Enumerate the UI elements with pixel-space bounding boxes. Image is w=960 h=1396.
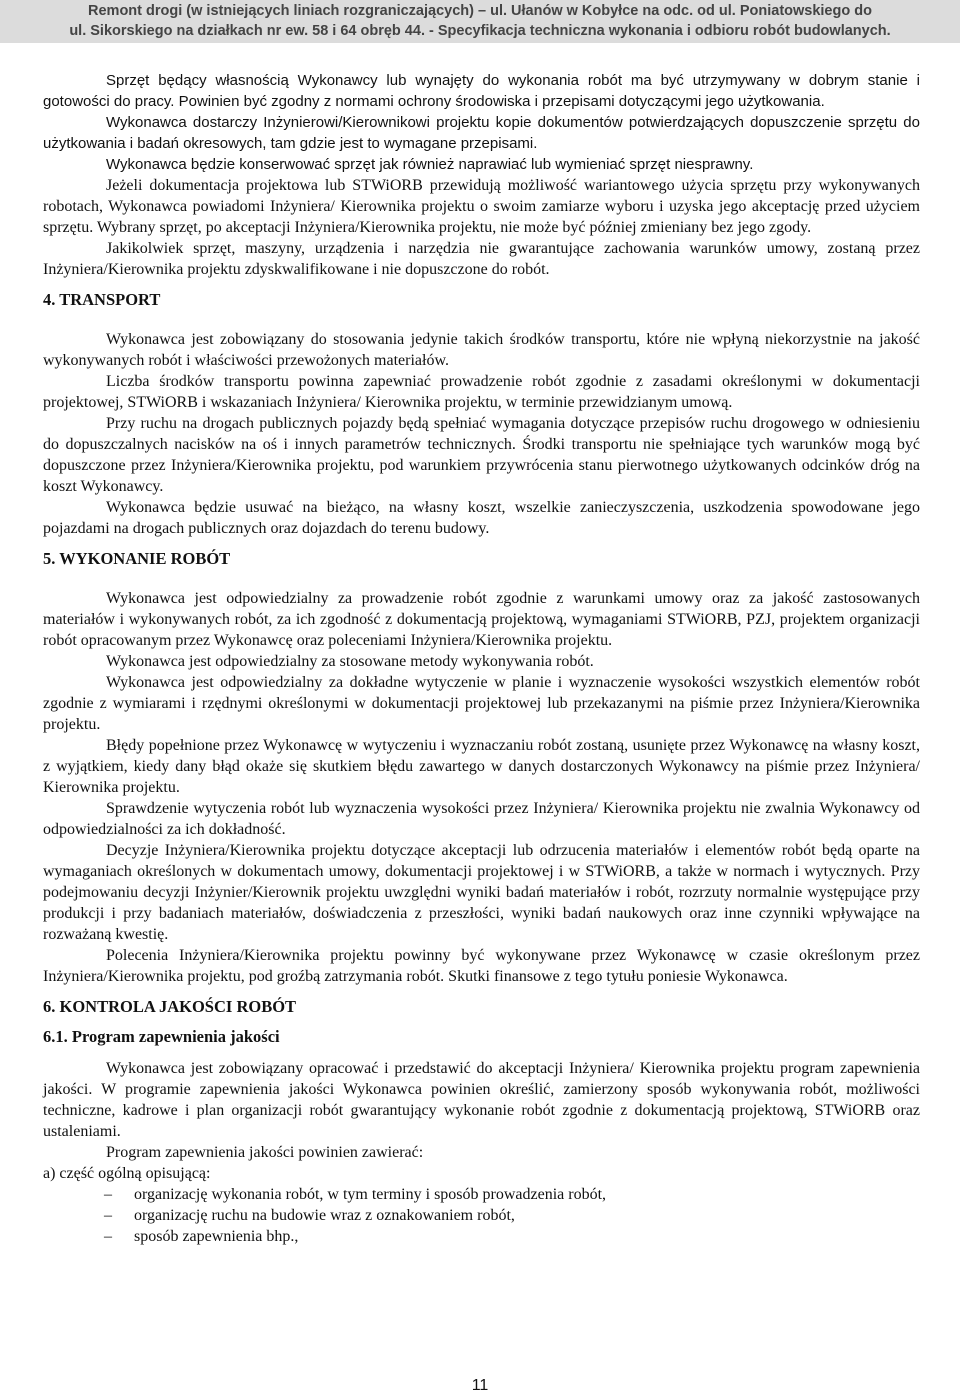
dash-bullet: – — [104, 1186, 112, 1203]
paragraph: Sprawdzenie wytyczenia robót lub wyznaczenia wysokości przez Inżyniera/ Kierownika projektu nie zwalnia Wykonawcy od odpowiedzialności za ich dokładność. — [43, 800, 920, 838]
paragraph: Wykonawca jest odpowiedzialny za prowadzenie robót zgodnie z warunkami umowy oraz za jakość zastosowanych materiałów i wykonywanych robót, za ich zgodność z dokumentacją projektową, wymaganiami STWiORB, PZJ, projektem organizacji robót opracowanym przez Wykonawcę oraz poleceniami Inżyniera/Kierownika projektu. — [43, 590, 920, 649]
section-heading-kontrola: 6. KONTROLA JAKOŚCI ROBÓT — [43, 997, 297, 1016]
paragraph: Wykonawca jest odpowiedzialny za dokładne wytyczenie w planie i wyznaczenie wysokości wszystkich elementów robót zgodnie z wymiarami i rzędnymi określonymi w dokumentacji projektowej lub przekazanymi na piśmie przez Inżyniera/Kierownika projektu. — [43, 674, 920, 733]
requirements-list — [43, 1184, 920, 1247]
document-body — [43, 70, 920, 1247]
paragraph: Przy ruchu na drogach publicznych pojazdy będą spełniać wymagania dotyczące przepisów ruchu drogowego w odniesieniu do dopuszczalnych nacisków na oś i innych parametrów technicznych. Środki transportu nie spełniające tych warunków mogą być dopuszczone przez Inżyniera/Kierownika projektu, pod warunkiem przywrócenia stanu pierwotnego użytkowanych odcinków dróg na koszt Wykonawcy. — [43, 415, 920, 495]
paragraph: Polecenia Inżyniera/Kierownika projektu powinny być wykonywane przez Wykonawcę w czasie określonym przez Inżyniera/Kierownika projektu, pod groźbą zatrzymania robót. Skutki finansowe z tego tytułu poniesie Wykonawca. — [43, 947, 920, 985]
paragraph: Wykonawca jest zobowiązany opracować i przedstawić do akceptacji Inżyniera/ Kierownika projektu program zapewnienia jakości. W programie zapewnienia jakości Wykonawca powinien określić, zamierzony sposób wykonywania robót, możliwości techniczne, kadrowe i plan organizacji robót gwarantujący wykonanie robót zgodnie z dokumentacją projektową, STWiORB oraz ustaleniami. — [43, 1060, 920, 1140]
paragraph: Wykonawca będzie konserwować sprzęt jak również naprawiać lub wymieniać sprzęt niesprawny. — [106, 156, 754, 173]
section-heading-wykonanie: 5. WYKONANIE ROBÓT — [43, 549, 231, 568]
list-item-text: sposób zapewnienia bhp., — [134, 1228, 299, 1245]
paragraph: Liczba środków transportu powinna zapewniać prowadzenie robót zgodnie z zasadami określonymi w dokumentacji projektowej, STWiORB i wskazaniach Inżyniera/ Kierownika projektu, w terminie przewidzianym umową. — [43, 373, 920, 411]
list-item — [104, 1226, 920, 1247]
list-item-text: organizację ruchu na budowie wraz z oznakowaniem robót, — [134, 1207, 515, 1224]
paragraph: Jakikolwiek sprzęt, maszyny, urządzenia i narzędzia nie gwarantujące zachowania warunków umowy, zostaną przez Inżyniera/Kierownika projektu zdyskwalifikowane i nie dopuszczone do robót. — [43, 240, 920, 278]
paragraph: Sprzęt będący własnością Wykonawcy lub wynajęty do wykonania robót ma być utrzymywany w dobrym stanie i gotowości do pracy. Powinien być zgodny z normami ochrony środowiska i przepisami dotyczącymi jego użytkowania. — [43, 72, 920, 110]
paragraph: Wykonawca jest odpowiedzialny za stosowane metody wykonywania robót. — [106, 653, 594, 670]
section-heading-transport: 4. TRANSPORT — [43, 290, 161, 309]
page-header — [0, 0, 960, 43]
list-item — [104, 1205, 920, 1226]
header-line-1: Remont drogi (w istniejących liniach rozgraniczających) – ul. Ułanów w Kobyłce na odc. od ul. Poniatowskiego do — [88, 3, 872, 19]
list-item — [104, 1184, 920, 1205]
paragraph: Wykonawca jest zobowiązany do stosowania jedynie takich środków transportu, które nie wpłyną niekorzystnie na jakość wykonywanych robót i właściwości przewożonych materiałów. — [43, 331, 920, 369]
paragraph: Wykonawca będzie usuwać na bieżąco, na własny koszt, wszelkie zanieczyszczenia, uszkodzenia spowodowane jego pojazdami na drogach publicznych oraz dojazdach do terenu budowy. — [43, 499, 920, 537]
page-number: 11 — [471, 1377, 489, 1394]
dash-bullet: – — [104, 1207, 112, 1224]
paragraph: Jeżeli dokumentacja projektowa lub STWiORB przewidują możliwość wariantowego użycia sprzętu przy wykonywanych robotach, Wykonawca powiadomi Inżyniera/ Kierownika projektu o swoim zamiarze wyboru i uzyska jego akceptację przed użyciem sprzętu. Wybrany sprzęt, po akceptacji Inżyniera/Kierownika projektu, nie może być później zmieniany bez jego zgody. — [43, 177, 920, 236]
paragraph: Błędy popełnione przez Wykonawcę w wytyczeniu i wyznaczaniu robót zostaną, usunięte przez Wykonawcę na własny koszt, z wyjątkiem, kiedy dany błąd okaże się skutkiem błędu zawartego w danych dostarczonych Wykonawcy na piśmie przez Inżyniera/ Kierownika projektu. — [43, 737, 920, 796]
paragraph: Wykonawca dostarczy Inżynierowi/Kierownikowi projektu kopie dokumentów potwierdzających dopuszczenie sprzętu do użytkowania i badań okresowych, tam gdzie jest to wymagane przepisami. — [43, 114, 920, 152]
list-intro: a) część ogólną opisującą: — [43, 1165, 211, 1182]
subsection-heading: 6.1. Program zapewnienia jakości — [43, 1027, 280, 1046]
header-line-2: ul. Sikorskiego na działkach nr ew. 58 i 64 obręb 44. - Specyfikacja techniczna wykonania i odbioru robót budowlanych. — [69, 23, 891, 39]
list-item-text: organizację wykonania robót, w tym terminy i sposób prowadzenia robót, — [134, 1186, 607, 1203]
dash-bullet: – — [104, 1228, 112, 1245]
paragraph: Decyzje Inżyniera/Kierownika projektu dotyczące akceptacji lub odrzucenia materiałów i elementów robót będą oparte na wymaganiach określonych w dokumentach umowy, dokumentacji projektowej i w STWiORB, a także w normach i wytycznych. Przy podejmowaniu decyzji Inżynier/Kierownik projektu uwzględni wyniki badań materiałów i robót, rozrzuty normalnie występujące przy produkcji i przy badaniach materiałów, doświadczenia z przeszłości, wyniki badań naukowych oraz inne czynniki wpływające na rozważaną kwestię. — [43, 842, 920, 943]
paragraph: Program zapewnienia jakości powinien zawierać: — [106, 1144, 424, 1161]
